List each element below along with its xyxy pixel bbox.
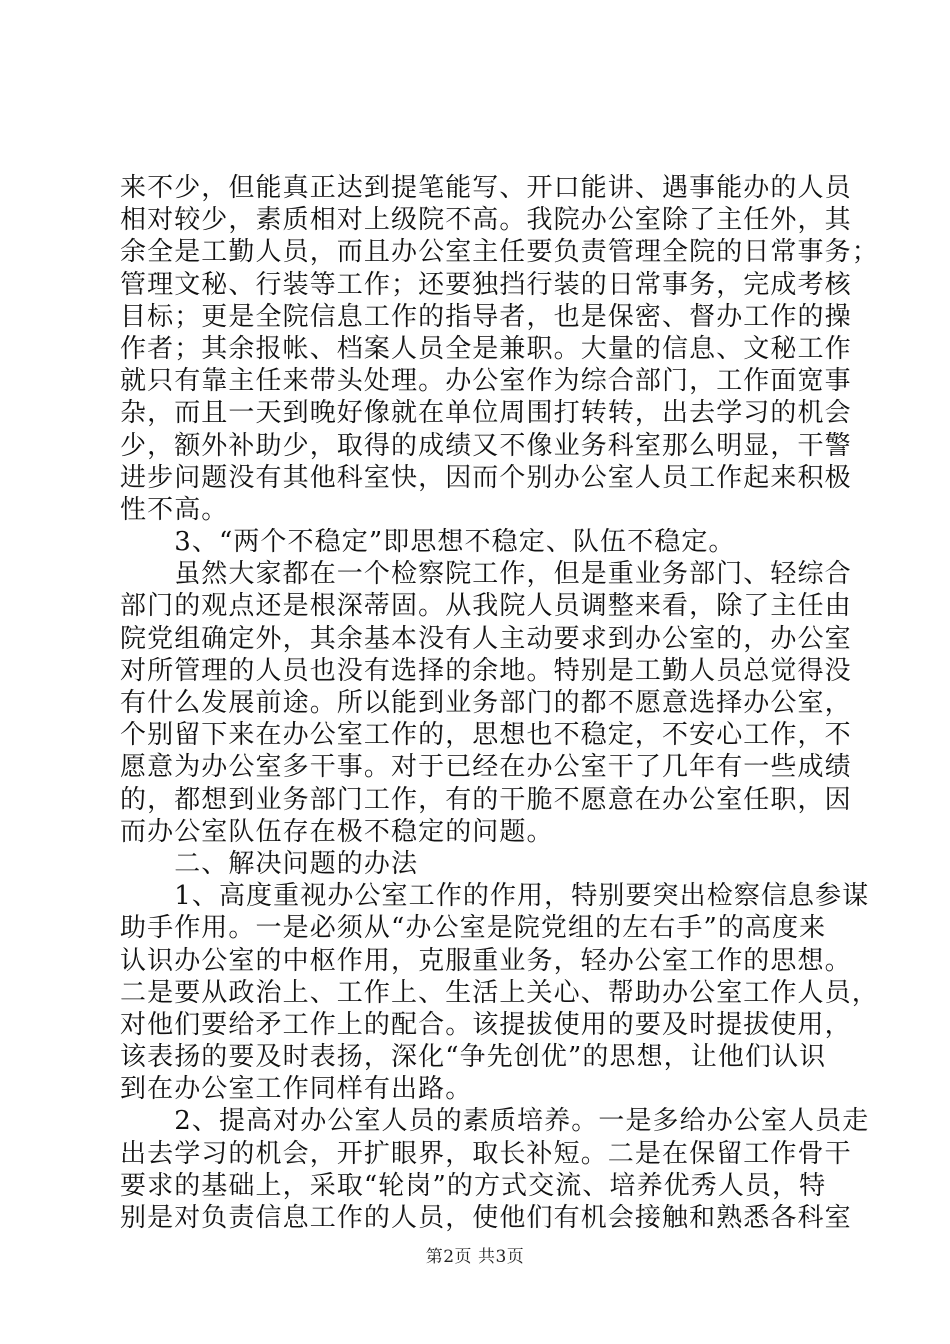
text-line: 该表扬的要及时表扬，深化“争先创优”的思想，让他们认识 <box>120 1042 827 1073</box>
text-line: 虽然大家都在一个检察院工作，但是重业务部门、轻综合 <box>120 559 852 590</box>
text-line: 进步问题没有其他科室快，因而个别办公室人员工作起来积极 <box>120 462 852 493</box>
text-line: 来不少，但能真正达到提笔能写、开口能讲、遇事能办的人员 <box>120 173 852 203</box>
text-line: 出去学习的机会，开扩眼界，取长补短。二是在保留工作骨干 <box>120 1138 852 1169</box>
text-line: 对所管理的人员也没有选择的余地。特别是工勤人员总觉得没 <box>120 655 852 686</box>
text-line: 别是对负责信息工作的人员，使他们有机会接触和熟悉各科室 <box>120 1203 852 1233</box>
section-heading: 二、解决问题的办法 <box>120 848 419 879</box>
text-line: 作者；其余报帐、档案人员全是兼职。大量的信息、文秘工作 <box>120 333 852 364</box>
text-line: 二是要从政治上、工作上、生活上关心、帮助办公室工作人员， <box>120 977 879 1008</box>
text-line: 性不高。 <box>120 494 229 525</box>
text-line: 愿意为办公室多干事。对于已经在办公室干了几年有一些成绩 <box>120 752 852 783</box>
text-line: 有什么发展前途。所以能到业务部门的都不愿意选择办公室， <box>120 688 852 718</box>
text-line: 院党组确定外，其余基本没有人主动要求到办公室的，办公室 <box>120 623 852 654</box>
text-line: 到在办公室工作同样有出路。 <box>120 1074 473 1105</box>
text-line: 的，都想到业务部门工作，有的干脆不愿意在办公室任职，因 <box>120 784 852 815</box>
text-line: 管理文秘、行装等工作；还要独挡行装的日常事务，完成考核 <box>120 269 852 300</box>
text-line: 杂，而且一天到晚好像就在单位周围打转转，出去学习的机会 <box>120 398 852 429</box>
text-line: 对他们要给矛工作上的配合。该提拔使用的要及时提拔使用， <box>120 1009 852 1040</box>
section-heading: 3、“两个不稳定”即思想不稳定、队伍不稳定。 <box>120 527 736 558</box>
text-line: 部门的观点还是根深蒂固。从我院人员调整来看，除了主任由 <box>120 591 852 622</box>
text-line: 2、提高对办公室人员的素质培养。一是多给办公室人员走 <box>120 1106 870 1137</box>
text-line: 1、高度重视办公室工作的作用，特别要突出检察信息参谋 <box>120 881 870 912</box>
text-line: 余全是工勤人员，而且办公室主任要负责管理全院的日常事务； <box>120 237 879 268</box>
text-line: 目标；更是全院信息工作的指导者，也是保密、督办工作的操 <box>120 301 852 332</box>
text-line: 个别留下来在办公室工作的，思想也不稳定，不安心工作，不 <box>120 720 852 751</box>
text-line: 认识办公室的中枢作用，克服重业务，轻办公室工作的思想。 <box>120 945 852 976</box>
text-line: 助手作用。一是必须从“办公室是院党组的左右手”的高度来 <box>120 913 827 944</box>
body-text <box>120 172 879 1234</box>
page-footer: 第2页 共3页 <box>425 1247 525 1267</box>
text-line: 相对较少，素质相对上级院不高。我院办公室除了主任外，其 <box>120 205 852 236</box>
text-line: 少，额外补助少，取得的成绩又不像业务科室那么明显，干警 <box>120 430 852 461</box>
text-line: 而办公室队伍存在极不稳定的问题。 <box>120 816 554 847</box>
text-line: 要求的基础上，采取“轮岗”的方式交流、培养优秀人员，特 <box>120 1170 827 1201</box>
text-line: 就只有靠主任来带头处理。办公室作为综合部门，工作面宽事 <box>120 366 852 397</box>
